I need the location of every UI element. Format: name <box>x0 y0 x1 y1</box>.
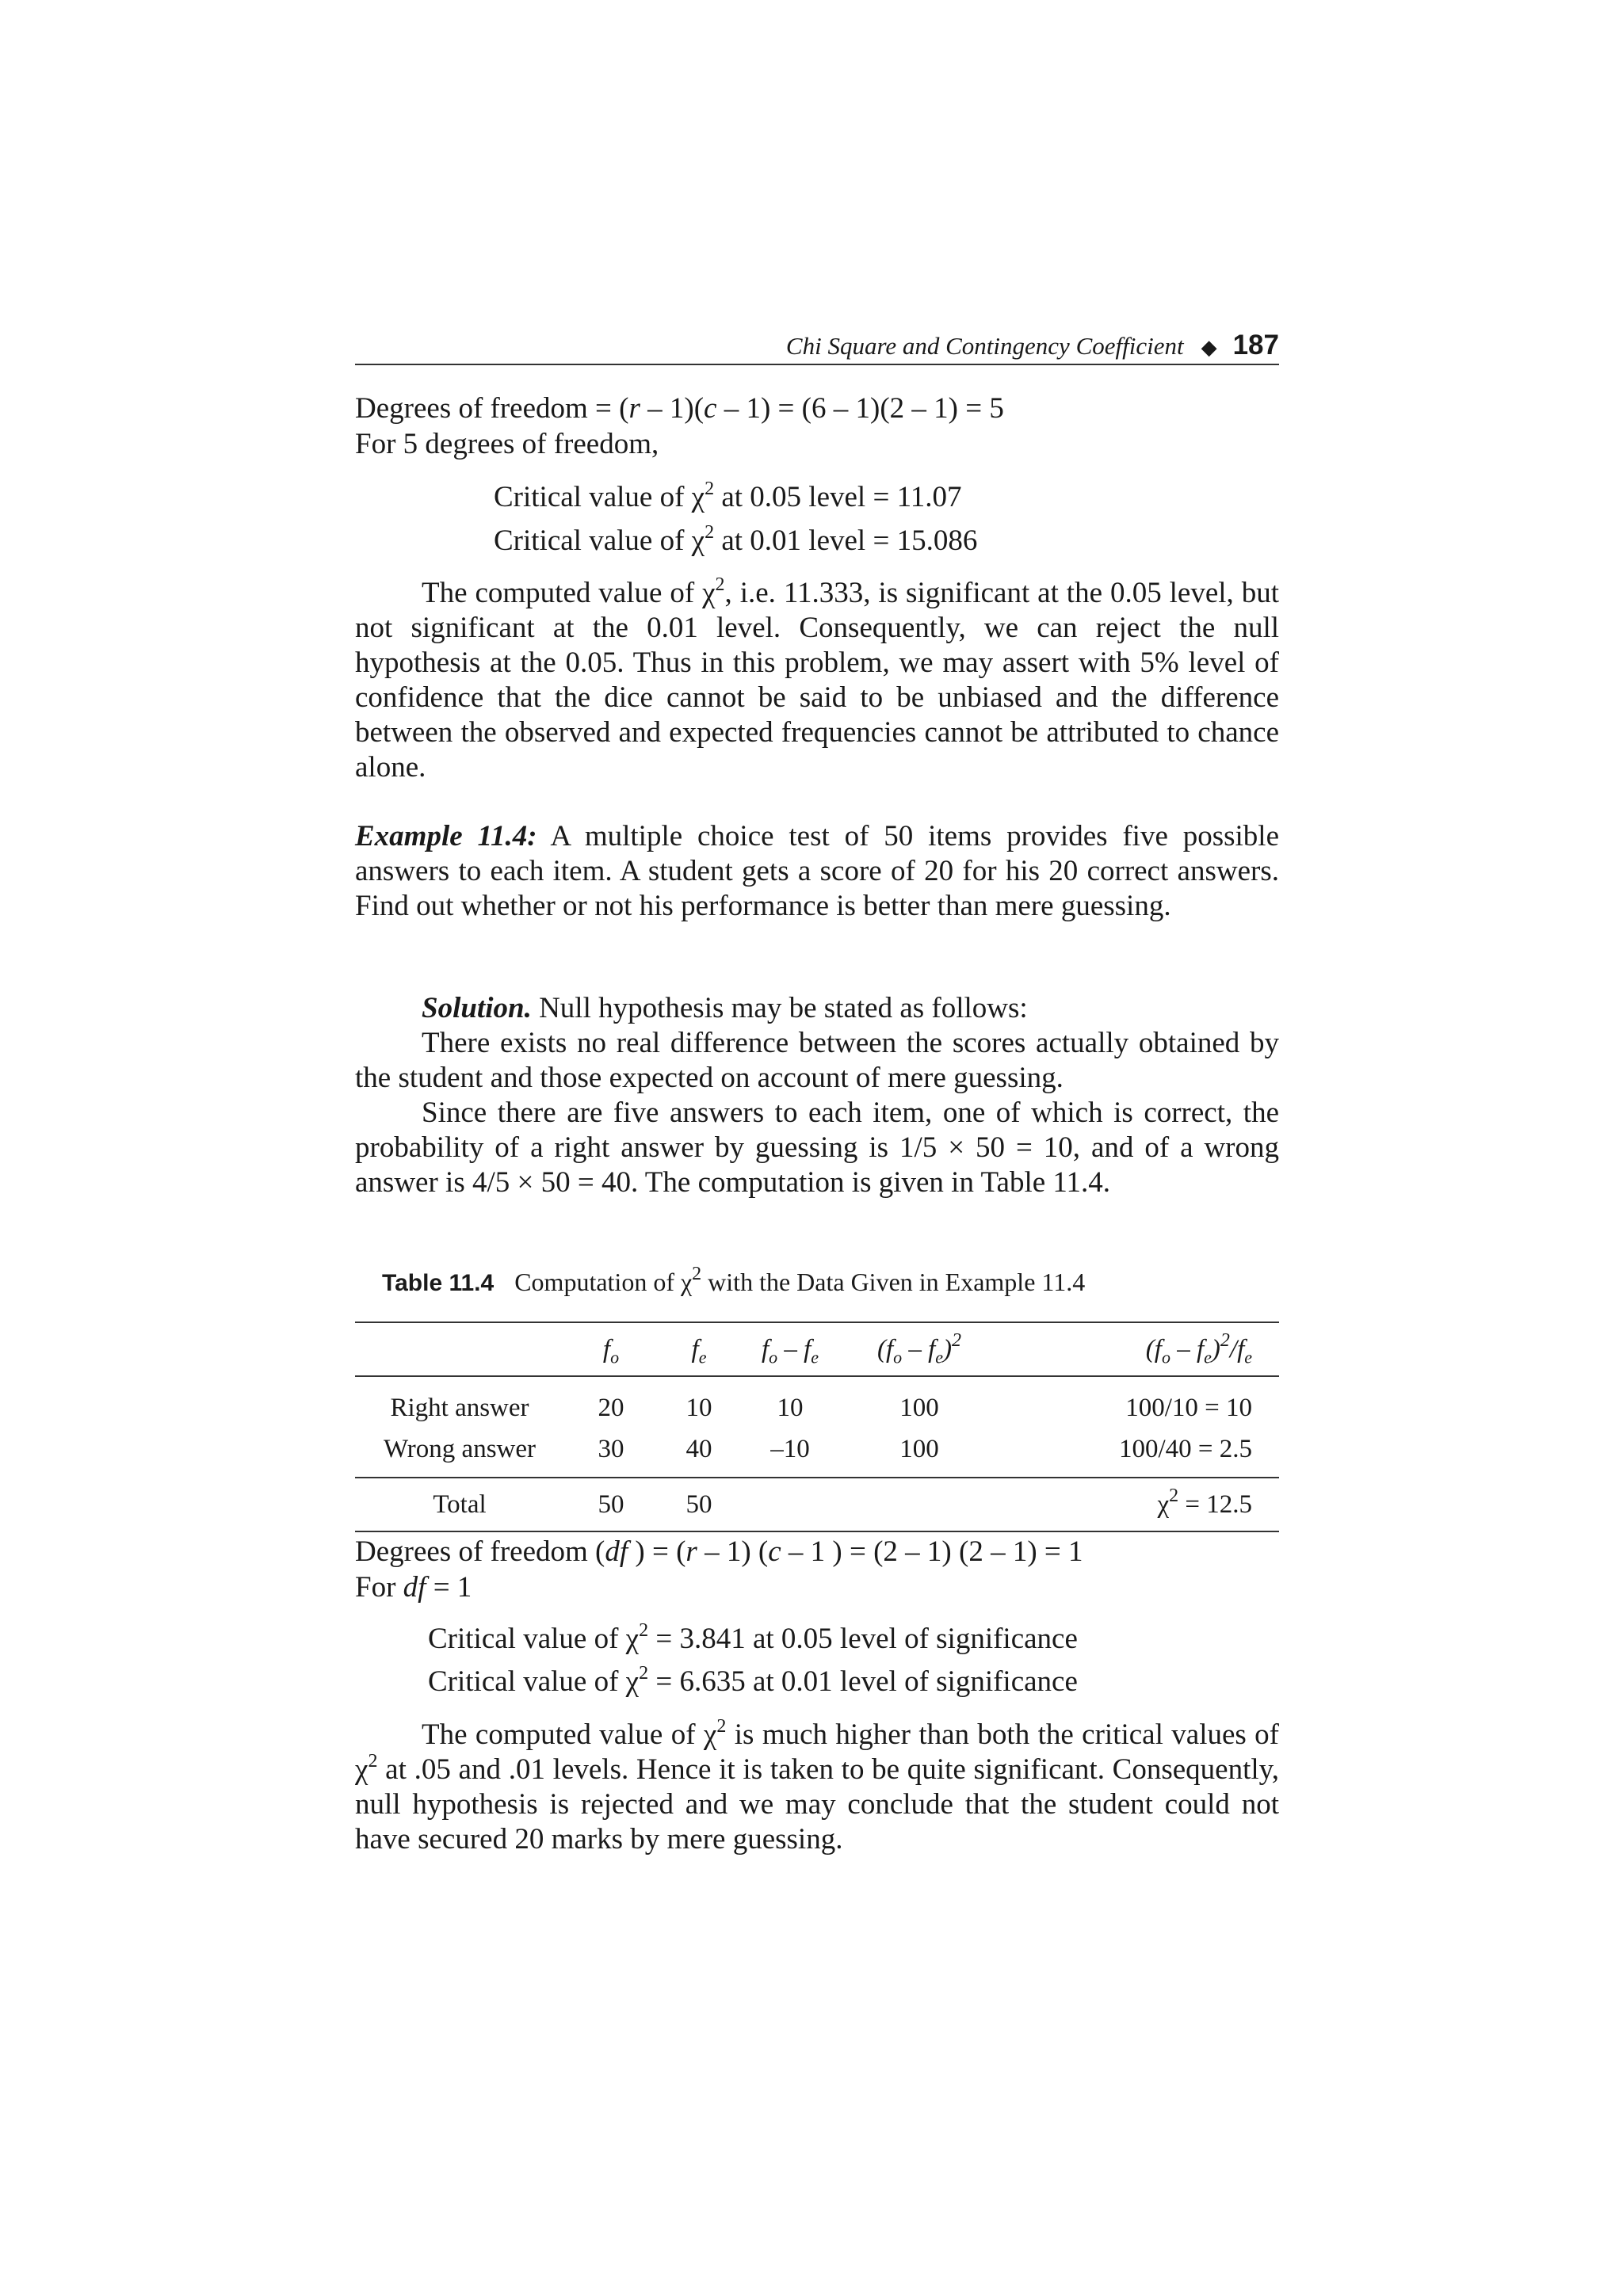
critical-value-6635: Critical value of $\chi^2 = 6.635$ at 0.01 level of significance <box>428 1662 1078 1698</box>
cell: 50 <box>564 1478 658 1531</box>
table-row <box>355 1428 1279 1478</box>
diamond-icon: ◆ <box>1201 336 1217 360</box>
table-total-row <box>355 1478 1279 1531</box>
paragraph-probability: Since there are five answers to each item, one of which is correct, the probability of a right answer by guessing is 1/5 × 50 = 10, and of a wrong answer is 4/5 × 50 = 40. The computation is given in Table 11.4. <box>355 1097 1279 1199</box>
cell: Total <box>355 1478 564 1531</box>
cell: Wrong answer <box>383 1434 537 1463</box>
running-title: Chi Square and Contingency Coefficient <box>785 332 1184 360</box>
cell: 50 <box>658 1478 740 1531</box>
example-label: Example 11.4: <box>355 820 537 852</box>
cell: Right answer <box>390 1393 529 1422</box>
chi-square-total: $\chi^2 = 12.5$ <box>999 1478 1279 1531</box>
header-fe: $f_e$ <box>658 1322 740 1376</box>
table-header-row <box>355 1322 1279 1376</box>
cell: 10 <box>685 1393 712 1422</box>
paragraph-conclusion-dice: The computed value of $\chi^2$, i.e. 11.333, is significant at the 0.05 level, but not significant at the 0.01 level. Consequently, we can reject the null hypothesis at the 0.05. Thus in this problem, we may assert with 5% level of confidence that the dice cannot be said to be unbiased and the difference between the observed and expected frequencies cannot be attributed to chance alone. <box>355 574 1280 784</box>
cell: 100/10 = 10 <box>1125 1393 1252 1422</box>
critical-value-3841: Critical value of $\chi^2 = 3.841$ at 0.05 level of significance <box>428 1619 1078 1655</box>
cell: 100 <box>899 1434 939 1463</box>
table-row <box>355 1376 1279 1428</box>
for-five-df-line: For 5 degrees of freedom, <box>355 428 659 460</box>
computation-table <box>355 1322 1279 1532</box>
cell <box>740 1478 840 1531</box>
cell: 20 <box>598 1393 624 1422</box>
cell: –10 <box>770 1434 810 1463</box>
header-fo-minus-fe: $f_o - f_e$ <box>740 1322 840 1376</box>
header-diff-squared: $(f_o - f_e)^2$ <box>840 1322 999 1376</box>
cell: 100 <box>899 1393 939 1422</box>
solution-heading: Solution. Null hypothesis may be stated as follows: <box>422 992 1028 1024</box>
critical-value-005: Critical value of $\chi^2$ at 0.05 level = 11.07 <box>494 478 962 513</box>
cell: 10 <box>777 1393 804 1422</box>
for-df-line: For df = 1 <box>355 1571 472 1604</box>
header-ratio: $(f_o - f_e)^2/f_e$ <box>999 1322 1279 1376</box>
cell: 100/40 = 2.5 <box>1118 1434 1252 1463</box>
header-fo: $f_o$ <box>564 1322 658 1376</box>
table-caption: Table 11.4 Computation of $\chi^2$ with the Data Given in Example 11.4 <box>382 1264 1086 1296</box>
paragraph-null-hypothesis: There exists no real difference between the scores actually obtained by the student and those expected on account of mere guessing. <box>355 1027 1279 1094</box>
header-empty <box>355 1322 564 1376</box>
solution-label: Solution. <box>422 992 532 1024</box>
critical-value-001: Critical value of $\chi^2$ at 0.01 level = 15.086 <box>494 521 978 557</box>
degrees-of-freedom-line: Degrees of freedom = (r – 1)(c – 1) = (6 – 1)(2 – 1) = 5 <box>355 392 1004 425</box>
cell: 30 <box>598 1434 624 1463</box>
cell <box>840 1478 999 1531</box>
example-11-4: Example 11.4: A multiple choice test of 50 items provides five possible answers to each item. A student gets a score of 20 for his 20 correct answers. Find out whether or not his performance is better than mere guessing. <box>355 820 1279 922</box>
paragraph-final-conclusion: The computed value of $\chi^2$ is much higher than both the critical values of $\chi^2$ at .05 and .01 levels. Hence it is taken to be quite significant. Consequently, null hypothesis is rejected and we may conclude that the student could not have secured 20 marks by mere guessing. <box>355 1715 1280 1855</box>
running-header <box>355 327 1279 365</box>
page-number: 187 <box>1232 330 1279 360</box>
degrees-of-freedom-line-2: Degrees of freedom (df ) = (r – 1) (c – 1 ) = (2 – 1) (2 – 1) = 1 <box>355 1535 1083 1568</box>
cell: 40 <box>685 1434 712 1463</box>
